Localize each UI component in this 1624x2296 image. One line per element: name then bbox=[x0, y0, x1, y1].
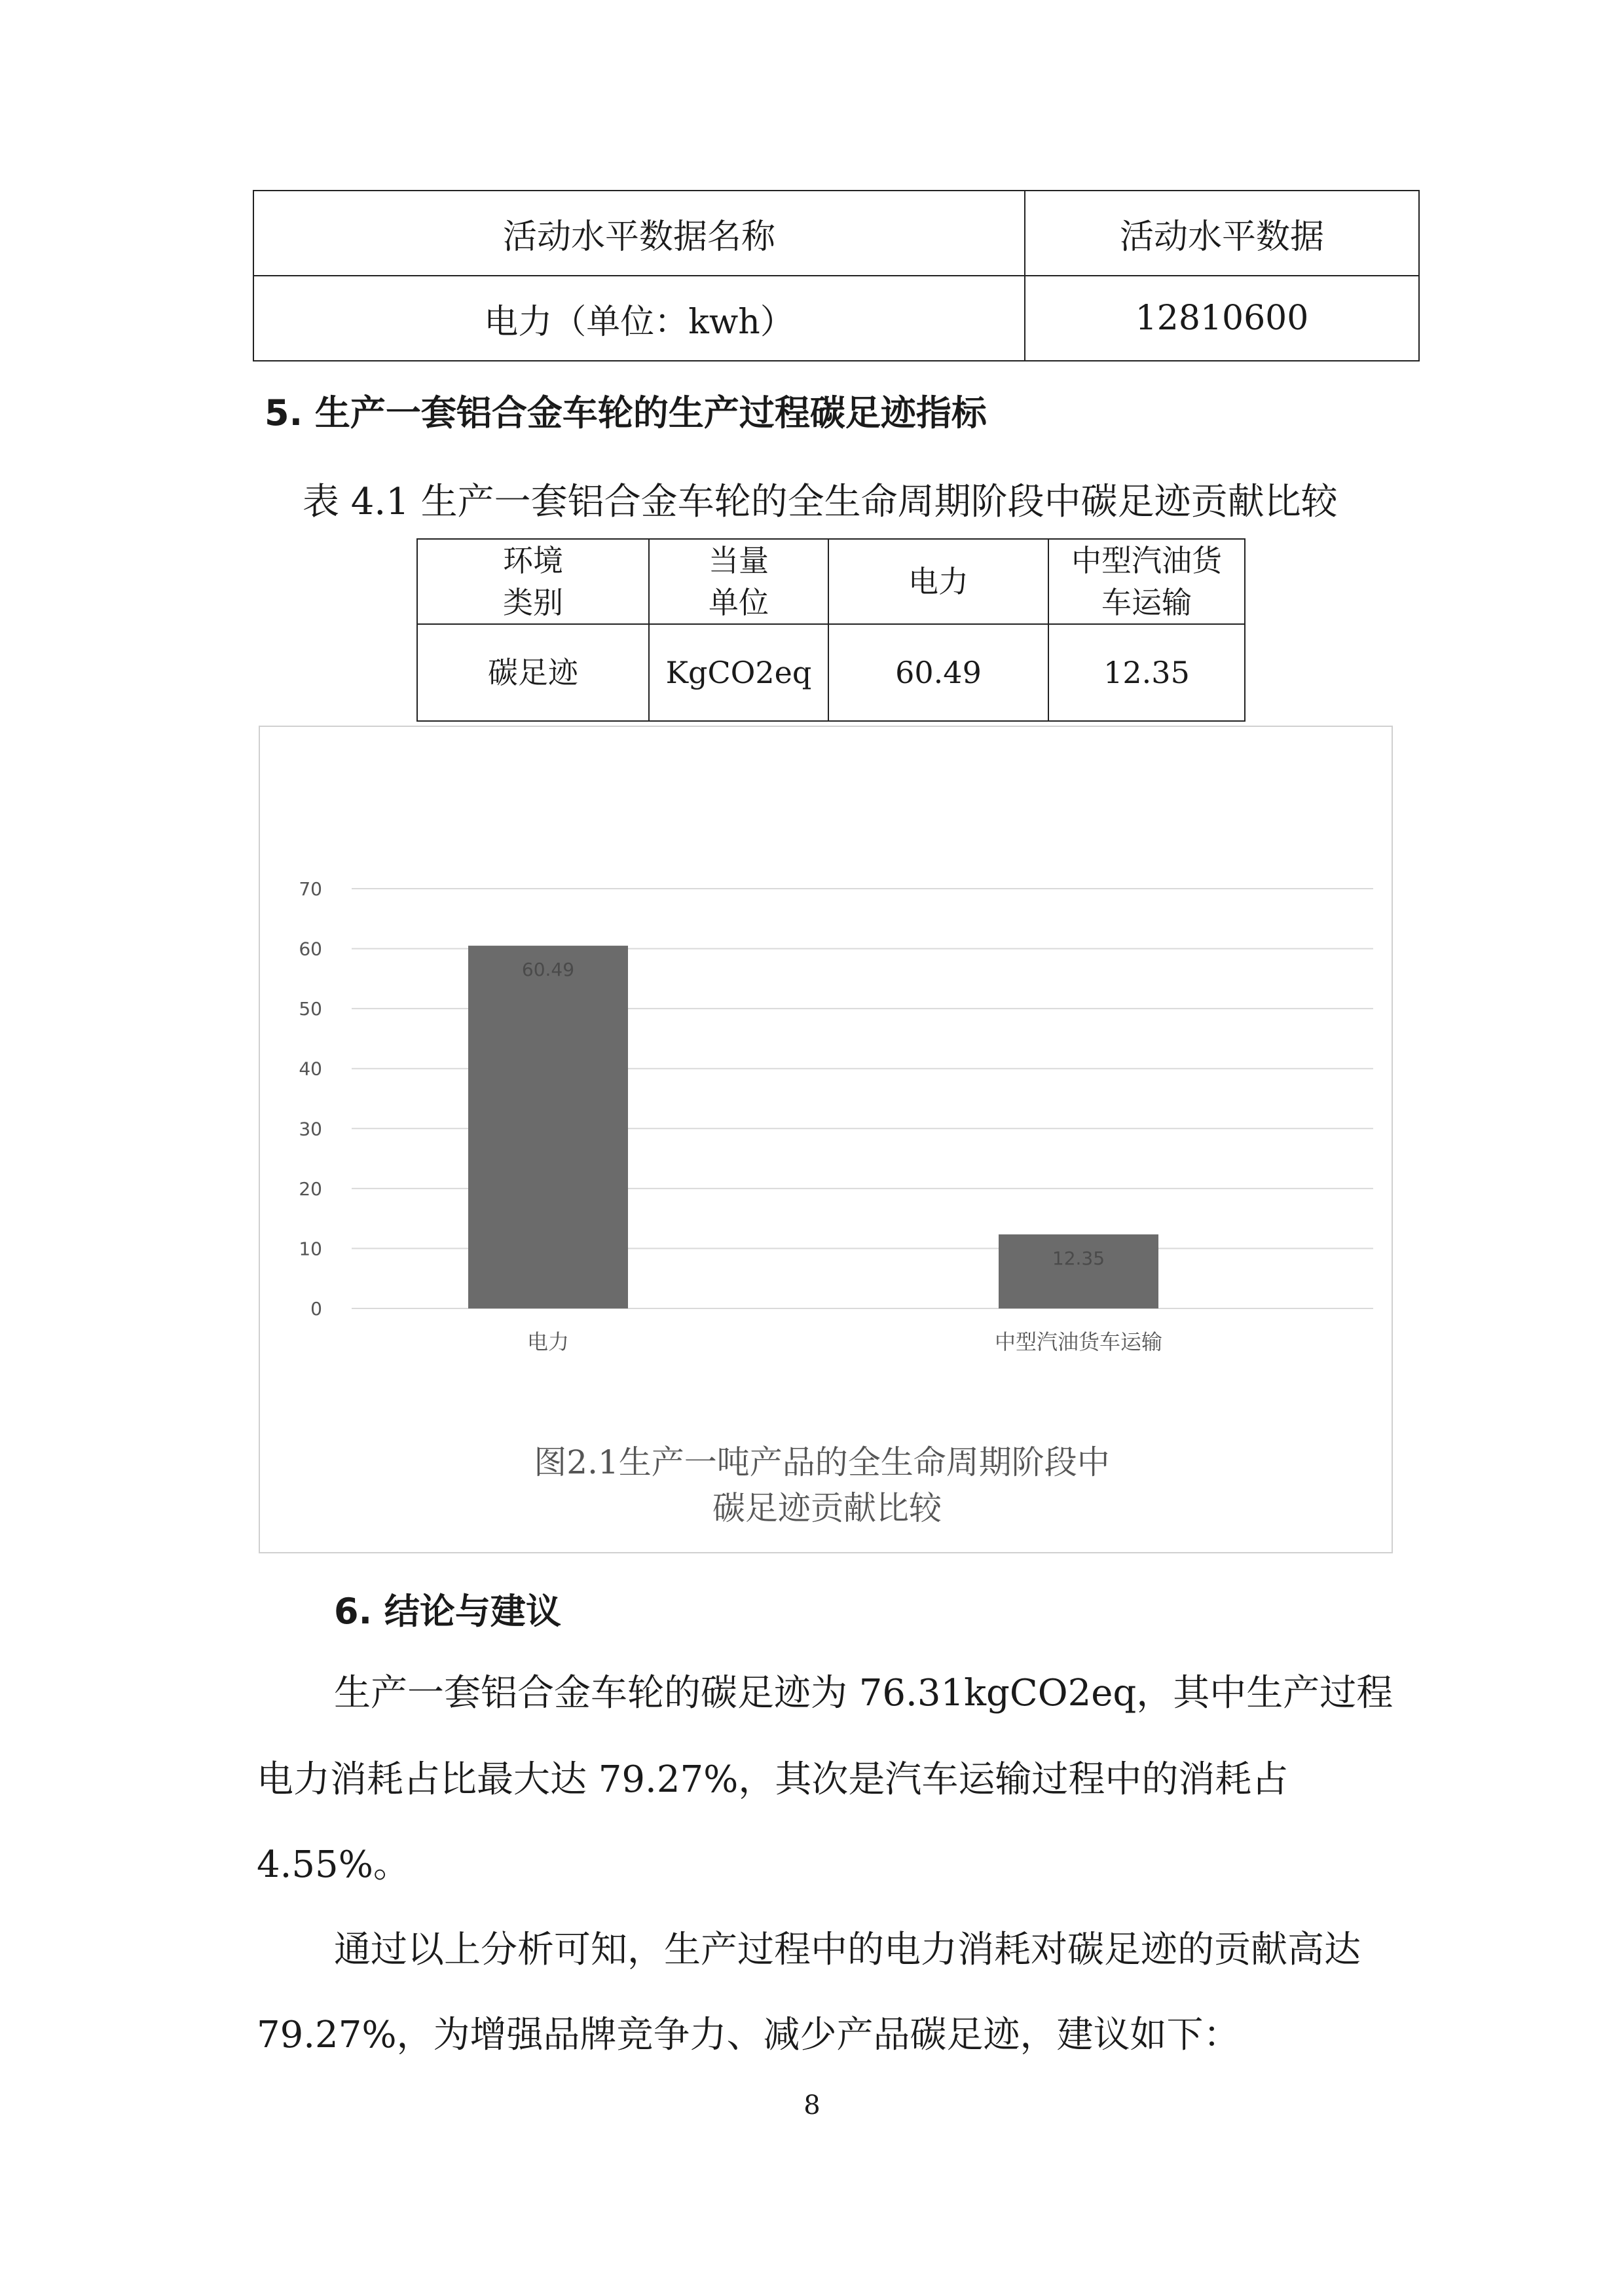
t41-header-electricity: 电力 bbox=[828, 539, 1048, 624]
section-5-title: 5. 生产一套铝合金车轮的生产过程碳足迹指标 bbox=[265, 392, 987, 434]
y-tick-label: 50 bbox=[299, 998, 322, 1020]
table-4-1 bbox=[416, 538, 1246, 722]
t41-header-truck: 中型汽油货 车运输 bbox=[1048, 539, 1245, 624]
bar-chart bbox=[260, 727, 1394, 1555]
y-tick-label: 30 bbox=[299, 1118, 322, 1140]
y-tick-label: 20 bbox=[299, 1177, 322, 1200]
chart-title-line-2: 碳足迹贡献比较 bbox=[712, 1489, 942, 1527]
bar-data-label: 12.35 bbox=[1052, 1247, 1105, 1269]
category-label: 中型汽油货车运输 bbox=[994, 1329, 1163, 1354]
y-tick-label: 60 bbox=[299, 938, 322, 960]
activity-row-name: 电力（单位：kwh） bbox=[253, 276, 1025, 361]
section-6-title: 6. 结论与建议 bbox=[334, 1591, 561, 1632]
t41-header-unit: 当量 单位 bbox=[649, 539, 828, 624]
chart-title bbox=[534, 1443, 1120, 1527]
paragraph-line-3: 4.55%。 bbox=[257, 1843, 410, 1886]
y-tick-label: 70 bbox=[299, 878, 322, 900]
page-number: 8 bbox=[803, 2090, 821, 2120]
paragraph-line-5: 79.27%，为增强品牌竞争力、减少产品碳足迹，建议如下： bbox=[257, 2014, 1240, 2056]
category-label: 电力 bbox=[526, 1329, 570, 1354]
bar bbox=[999, 1234, 1158, 1308]
paragraph-line-4: 通过以上分析可知，生产过程中的电力消耗对碳足迹的贡献高达 bbox=[334, 1929, 1361, 1971]
activity-table bbox=[253, 190, 1420, 361]
y-axis-ticks bbox=[299, 878, 322, 1320]
t41-row-category: 碳足迹 bbox=[417, 624, 649, 721]
activity-header-value: 活动水平数据 bbox=[1025, 191, 1419, 276]
chart-title-line-1: 图2.1生产一吨产品的全生命周期阶段中 bbox=[534, 1443, 1110, 1481]
paragraph-line-2: 电力消耗占比最大达 79.27%，其次是汽车运输过程中的消耗占 bbox=[257, 1758, 1289, 1801]
y-tick-label: 40 bbox=[299, 1058, 322, 1080]
bar bbox=[468, 946, 628, 1308]
bar-data-label: 60.49 bbox=[521, 959, 575, 981]
t41-row-truck: 12.35 bbox=[1048, 624, 1245, 721]
activity-row-value: 12810600 bbox=[1025, 276, 1419, 361]
activity-header-name: 活动水平数据名称 bbox=[253, 191, 1025, 276]
t41-row-unit: KgCO2eq bbox=[649, 624, 828, 721]
t41-row-electricity: 60.49 bbox=[828, 624, 1048, 721]
y-tick-label: 0 bbox=[310, 1298, 322, 1320]
chart-frame bbox=[259, 726, 1393, 1553]
paragraph-line-1: 生产一套铝合金车轮的碳足迹为 76.31kgCO2eq，其中生产过程 bbox=[334, 1672, 1393, 1714]
y-tick-label: 10 bbox=[299, 1238, 322, 1260]
table-4-1-caption: 表 4.1 生产一套铝合金车轮的全生命周期阶段中碳足迹贡献比较 bbox=[303, 481, 1338, 523]
t41-header-category: 环境 类别 bbox=[417, 539, 649, 624]
x-axis-categories bbox=[527, 1329, 1162, 1354]
